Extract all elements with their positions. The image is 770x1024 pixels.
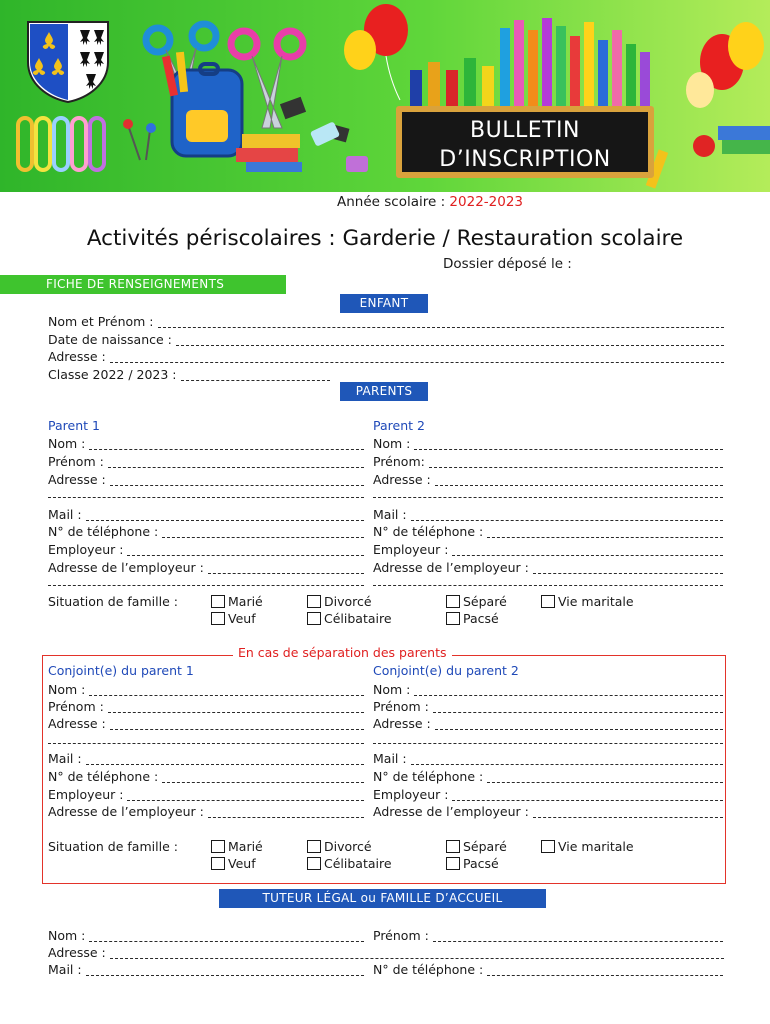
school-supplies-illustration: [0, 0, 770, 192]
field-label: Classe 2022 / 2023 :: [48, 367, 177, 382]
section-tuteur: TUTEUR LÉGAL ou FAMILLE D’ACCUEIL: [219, 889, 546, 908]
checkbox-box[interactable]: [307, 612, 321, 625]
checkbox-veuf[interactable]: [211, 611, 256, 626]
field-label: N° de téléphone :: [373, 769, 484, 784]
input-line[interactable]: [411, 510, 723, 521]
conjoint1-employeur-field[interactable]: [48, 786, 364, 804]
input-line[interactable]: [86, 965, 364, 976]
input-line[interactable]: [435, 719, 723, 730]
field-label: Prénom :: [48, 699, 104, 714]
input-line[interactable]: [176, 335, 724, 346]
enfant-adresse-field[interactable]: [48, 348, 724, 366]
enfant-nom-field[interactable]: [48, 313, 724, 331]
parent-2-title: Parent 2: [373, 418, 425, 433]
input-line[interactable]: [108, 702, 364, 713]
parent2-tel-field[interactable]: [373, 523, 723, 541]
conjoint1-adresse-field[interactable]: [48, 715, 364, 733]
parent1-mail-field[interactable]: [48, 506, 364, 524]
parent1-employeur-field[interactable]: [48, 541, 364, 559]
field-label: Nom :: [373, 682, 411, 697]
checkbox-pacse-conjoints[interactable]: [446, 856, 499, 871]
checkbox-marie-conjoints[interactable]: [211, 839, 263, 854]
conjoint2-adresse-line2[interactable]: [373, 742, 723, 744]
section-fiche-renseignements: FICHE DE RENSEIGNEMENTS: [0, 275, 286, 294]
input-line[interactable]: [414, 685, 723, 696]
field-label: Nom :: [48, 928, 86, 943]
parent1-adr-employeur-field[interactable]: [48, 559, 364, 577]
checkbox-box[interactable]: [541, 840, 555, 853]
input-line[interactable]: [108, 457, 364, 468]
field-label: N° de téléphone :: [48, 769, 159, 784]
checkbox-box[interactable]: [307, 595, 321, 608]
conjoint-2-title: Conjoint(e) du parent 2: [373, 663, 519, 678]
checkbox-box[interactable]: [446, 595, 460, 608]
conjoint2-employeur-field[interactable]: [373, 786, 723, 804]
field-label: Adresse de l’employeur :: [373, 560, 529, 575]
conjoint-1-title: Conjoint(e) du parent 1: [48, 663, 194, 678]
field-label: Adresse :: [48, 349, 106, 364]
field-label: Adresse :: [48, 472, 106, 487]
field-label: Employeur :: [373, 542, 449, 557]
input-line[interactable]: [452, 545, 723, 556]
field-label: Mail :: [373, 751, 407, 766]
checkbox-box[interactable]: [541, 595, 555, 608]
checkbox-veuf-conjoints[interactable]: [211, 856, 256, 871]
input-line[interactable]: [208, 807, 364, 818]
field-label: Nom :: [48, 682, 86, 697]
input-line[interactable]: [533, 807, 723, 818]
field-label: Employeur :: [48, 787, 124, 802]
input-line[interactable]: [86, 510, 364, 521]
checkbox-box[interactable]: [446, 857, 460, 870]
checkbox-marie[interactable]: [211, 594, 263, 609]
checkbox-label: Célibataire: [324, 856, 392, 871]
field-label: Mail :: [48, 751, 82, 766]
field-label: N° de téléphone :: [373, 962, 484, 977]
section-enfant: ENFANT: [340, 294, 428, 313]
parent1-prenom-field[interactable]: [48, 453, 364, 471]
field-label: Mail :: [48, 962, 82, 977]
checkbox-separe-conjoints[interactable]: [446, 839, 507, 854]
conjoint1-prenom-field[interactable]: [48, 698, 364, 716]
parent1-adr-employeur-line2[interactable]: [48, 584, 364, 586]
input-line[interactable]: [433, 931, 723, 942]
input-line[interactable]: [89, 685, 364, 696]
input-line[interactable]: [411, 754, 723, 765]
header-banner: [0, 0, 770, 192]
input-line[interactable]: [89, 439, 364, 450]
input-line[interactable]: [487, 527, 723, 538]
checkbox-label: Veuf: [228, 856, 256, 871]
parent2-adresse-field[interactable]: [373, 471, 723, 489]
input-line[interactable]: [162, 772, 364, 783]
field-label: Mail :: [48, 507, 82, 522]
input-line[interactable]: [208, 563, 364, 574]
field-label: Nom et Prénom :: [48, 314, 154, 329]
checkbox-label: Pacsé: [463, 611, 499, 626]
conjoint2-mail-field[interactable]: [373, 750, 723, 768]
conjoint1-nom-field[interactable]: [48, 681, 364, 699]
input-line[interactable]: [435, 475, 723, 486]
section-parents: PARENTS: [340, 382, 428, 401]
conjoint1-tel-field[interactable]: [48, 768, 364, 786]
checkbox-label: Veuf: [228, 611, 256, 626]
checkbox-label: Vie maritale: [558, 839, 634, 854]
checkbox-pacse[interactable]: [446, 611, 499, 626]
checkbox-separe[interactable]: [446, 594, 507, 609]
input-line[interactable]: [110, 352, 724, 363]
input-line[interactable]: [110, 948, 724, 959]
situation-label: Situation de famille :: [48, 594, 178, 609]
field-label: Adresse de l’employeur :: [373, 804, 529, 819]
checkbox-box[interactable]: [211, 612, 225, 625]
checkbox-box[interactable]: [446, 612, 460, 625]
parent-1-title: Parent 1: [48, 418, 100, 433]
field-label: Date de naissance :: [48, 332, 172, 347]
board-line-2: D’INSCRIPTION: [439, 147, 611, 172]
input-line[interactable]: [127, 790, 364, 801]
tuteur-adresse-field[interactable]: [48, 944, 724, 962]
tuteur-mail-field[interactable]: [48, 961, 364, 979]
tuteur-prenom-field[interactable]: [373, 927, 723, 945]
parent2-adr-employeur-field[interactable]: [373, 559, 723, 577]
board-line-1: BULLETIN: [470, 118, 580, 143]
checkbox-celibataire-conjoints[interactable]: [307, 856, 392, 871]
enfant-naissance-field[interactable]: [48, 331, 724, 349]
checkbox-box[interactable]: [307, 840, 321, 853]
input-line[interactable]: [110, 475, 364, 486]
checkbox-vie-maritale[interactable]: [541, 594, 634, 609]
input-line[interactable]: [429, 457, 723, 468]
field-label: Nom :: [48, 436, 86, 451]
tuteur-nom-field[interactable]: [48, 927, 364, 945]
input-line[interactable]: [162, 527, 364, 538]
input-line[interactable]: [487, 965, 723, 976]
field-label: N° de téléphone :: [373, 524, 484, 539]
checkbox-label: Marié: [228, 839, 263, 854]
checkbox-celibataire[interactable]: [307, 611, 392, 626]
parent2-nom-field[interactable]: [373, 435, 723, 453]
parent1-nom-field[interactable]: [48, 435, 364, 453]
conjoint2-tel-field[interactable]: [373, 768, 723, 786]
input-line[interactable]: [89, 931, 364, 942]
conjoint2-nom-field[interactable]: [373, 681, 723, 699]
dossier-depose-label: Dossier déposé le :: [443, 256, 572, 272]
field-label: Adresse :: [48, 716, 106, 731]
conjoint1-adresse-line2[interactable]: [48, 742, 364, 744]
checkbox-label: Marié: [228, 594, 263, 609]
checkbox-divorce-conjoints[interactable]: [307, 839, 372, 854]
bulletin-title: [402, 116, 648, 174]
situation-label-conjoints: Situation de famille :: [48, 839, 178, 854]
school-year-label: Année scolaire :: [336, 194, 446, 210]
tuteur-tel-field[interactable]: [373, 961, 723, 979]
field-label: Adresse :: [373, 472, 431, 487]
field-label: Adresse :: [48, 945, 106, 960]
parent2-employeur-field[interactable]: [373, 541, 723, 559]
parent1-tel-field[interactable]: [48, 523, 364, 541]
checkbox-label: Divorcé: [324, 839, 372, 854]
input-line[interactable]: [414, 439, 723, 450]
input-line[interactable]: [86, 754, 364, 765]
enfant-classe-field[interactable]: [48, 366, 330, 384]
input-line[interactable]: [110, 719, 364, 730]
field-label: Adresse :: [373, 716, 431, 731]
field-label: Nom :: [373, 436, 411, 451]
conjoint1-mail-field[interactable]: [48, 750, 364, 768]
parent2-adresse-line2[interactable]: [373, 496, 723, 498]
checkbox-label: Vie maritale: [558, 594, 634, 609]
field-label: Prénom :: [373, 699, 429, 714]
input-line[interactable]: [127, 545, 364, 556]
conjoint2-prenom-field[interactable]: [373, 698, 723, 716]
checkbox-label: Séparé: [463, 839, 507, 854]
school-year-value: 2022-2023: [449, 194, 524, 210]
field-label: Adresse de l’employeur :: [48, 804, 204, 819]
checkbox-box[interactable]: [211, 840, 225, 853]
checkbox-label: Pacsé: [463, 856, 499, 871]
checkbox-label: Célibataire: [324, 611, 392, 626]
field-label: Prénom:: [373, 454, 425, 469]
parent2-prenom-field[interactable]: [373, 453, 723, 471]
checkbox-box[interactable]: [446, 840, 460, 853]
page-title: Activités périscolaires : Garderie / Restauration scolaire: [86, 226, 684, 251]
input-line[interactable]: [452, 790, 723, 801]
school-year: [0, 194, 770, 210]
separation-section-title: En cas de séparation des parents: [233, 645, 452, 660]
field-label: Employeur :: [373, 787, 449, 802]
checkbox-box[interactable]: [211, 857, 225, 870]
field-label: Adresse de l’employeur :: [48, 560, 204, 575]
field-label: Prénom :: [373, 928, 429, 943]
parent2-mail-field[interactable]: [373, 506, 723, 524]
field-label: Mail :: [373, 507, 407, 522]
input-line[interactable]: [487, 772, 723, 783]
conjoint1-adr-employeur-field[interactable]: [48, 803, 364, 821]
checkbox-box[interactable]: [211, 595, 225, 608]
input-line[interactable]: [181, 370, 330, 381]
input-line[interactable]: [533, 563, 723, 574]
parent1-adresse-line2[interactable]: [48, 496, 364, 498]
input-line[interactable]: [158, 317, 724, 328]
field-label: Prénom :: [48, 454, 104, 469]
parent2-adr-employeur-line2[interactable]: [373, 584, 723, 586]
field-label: Employeur :: [48, 542, 124, 557]
title-chalkboard: [396, 106, 654, 178]
checkbox-label: Séparé: [463, 594, 507, 609]
conjoint2-adr-employeur-field[interactable]: [373, 803, 723, 821]
checkbox-label: Divorcé: [324, 594, 372, 609]
checkbox-vie-maritale-conjoints[interactable]: [541, 839, 634, 854]
input-line[interactable]: [433, 702, 723, 713]
parent1-adresse-field[interactable]: [48, 471, 364, 489]
field-label: N° de téléphone :: [48, 524, 159, 539]
checkbox-box[interactable]: [307, 857, 321, 870]
checkbox-divorce[interactable]: [307, 594, 372, 609]
conjoint2-adresse-field[interactable]: [373, 715, 723, 733]
